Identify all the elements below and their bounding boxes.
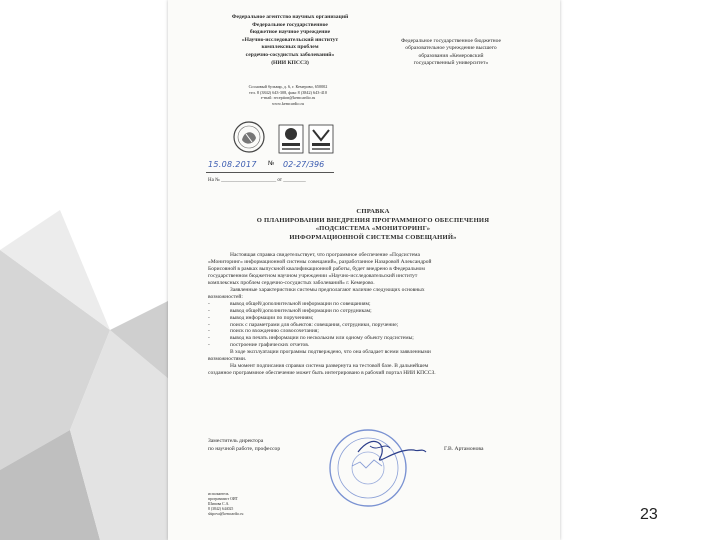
executor-line: программист ОИТ (208, 497, 238, 501)
position-line: по научной работе, профессор (208, 445, 281, 452)
list-item: - вывод информации по поручениям; (208, 314, 314, 321)
official-stamp-icon (318, 422, 428, 512)
title-line: «ПОДСИСТЕМА «МОНИТОРИНГ» (315, 225, 431, 233)
title-line: ИНФОРМАЦИОННОЙ СИСТЕМЫ СОВЕЩАНИЙ» (289, 233, 457, 241)
org-left-line: бюджетное научное учреждение (249, 29, 331, 36)
org-right-line: образовательное учреждение высшего (405, 45, 497, 52)
body-line: государственном бюджетном научном учреждении «Научно-исследовательский институт (208, 272, 418, 279)
body-line: «Мониторинг» информационной системы совещаний», разработанное Назаровой Александрой (208, 258, 432, 265)
contact-line: e-mail: reception@kemcardio.ru (260, 95, 316, 101)
list-item-text: вывод информации по поручениям; (230, 314, 314, 321)
list-item-text: построение графических отчетов. (230, 342, 310, 349)
body-line: созданное программное обеспечение может быть интегрировано в рабочий портал НИИ КПССЗ. (208, 370, 436, 377)
org-left-line: сердечно-сосудистых заболеваний» (245, 51, 335, 58)
org-left-header (200, 14, 380, 67)
org-left-line: «Научно-исследовательский институт (241, 36, 339, 43)
decorative-facets (0, 0, 170, 540)
body-line: возможностями. (208, 356, 247, 363)
document-body (208, 252, 538, 377)
org-right-line: Федеральное государственное бюджетное (400, 38, 502, 44)
body-line: Борисовной в рамках выпускной квалификационной работы, будет внедрено в Федеральном (208, 265, 425, 272)
ukas-certificate-icon (308, 124, 334, 154)
title-line: СПРАВКА (356, 208, 390, 215)
list-item: - вывод общей/дополнительной информации по совещаниям; (208, 300, 371, 307)
list-item-text: поиск с параметрами для объектов: совещания, сотрудники, поручение; (230, 321, 399, 328)
executor-line: shipova@kemcardio.ru (208, 512, 244, 516)
list-item: - вывод на печать информации по нескольким или одному объекту подсистемы; (208, 335, 414, 342)
features-list (208, 301, 538, 350)
body-line: Настоящая справка свидетельствует, что программное обеспечение «Подсистема (230, 252, 420, 258)
list-item: - поиск с параметрами для объектов: совещания, сотрудники, поручение; (208, 321, 399, 328)
org-contacts (223, 84, 353, 106)
executor-line: Шипова С.А. (208, 502, 230, 506)
org-left-line: Федеральное агентство научных организаций (231, 14, 349, 20)
executor-line: исполнитель (208, 492, 229, 496)
signatory-name: Г.В. Артамонова (444, 446, 484, 452)
list-item-text: поиск по вхождению словосочетания; (230, 328, 319, 335)
org-left-line: Федеральное государственное (252, 21, 328, 28)
list-item: - поиск по вхождению словосочетания; (208, 328, 319, 335)
org-left-line: (НИИ КПССЗ) (271, 59, 309, 66)
list-item-text: вывод на печать информации по нескольким или одному объекту подсистемы; (230, 335, 414, 342)
contact-line: Сосновый бульвар, д. 6, г. Кемерово, 650002 (248, 84, 328, 89)
date-underline (206, 172, 334, 173)
handwritten-number: 02-27/396 (283, 160, 325, 169)
facet-shapes (0, 0, 170, 540)
handwritten-date: 15.08.2017 (208, 160, 257, 169)
number-label: № (268, 160, 275, 167)
body-line: В ходе эксплуатации программы подтверждено, что она обладает всеми заявленными (230, 349, 431, 356)
reference-line: На № ______________________ от _________ (208, 178, 306, 183)
list-item: - вывод общей/дополнительной информации по сотрудникам; (208, 307, 372, 314)
iso-certificate-icon (278, 124, 304, 154)
org-left-line: комплексных проблем (261, 44, 319, 51)
position-line: Заместитель директора (208, 438, 264, 444)
body-line: Заявленные характеристики системы предполагают наличие следующих основных (230, 286, 425, 293)
document-title (208, 208, 538, 242)
contact-line: www.kemcardio.ru (271, 100, 305, 106)
list-item-text: вывод общей/дополнительной информации по совещаниям; (230, 300, 371, 307)
title-line: О ПЛАНИРОВАНИИ ВНЕДРЕНИЯ ПРОГРАММНОГО ОБЕСПЕЧЕНИЯ (256, 216, 490, 224)
org-right-header (366, 38, 536, 68)
list-item-text: вывод общей/дополнительной информации по сотрудникам; (230, 307, 372, 314)
executor-line: 8 (3842) 644025 (208, 507, 234, 511)
contact-line: тел. 8 (3842) 643-308, факс 8 (3842) 643-410 (249, 89, 327, 95)
institute-logo-icon (232, 120, 266, 154)
org-right-line: государственный университет» (413, 60, 489, 67)
org-right-line: образования «Кемеровский (418, 52, 484, 59)
document-page (168, 0, 560, 540)
list-item: - построение графических отчетов. (208, 342, 310, 349)
executor-info (208, 492, 298, 517)
slide-number: 23 (640, 506, 658, 523)
signatory-position (208, 438, 328, 453)
body-line: комплексных проблем сердечно-сосудистых заболеваний» г. Кемерово. (208, 279, 375, 286)
body-line: возможностей: (208, 293, 243, 300)
body-line: На момент подписания справки система развернута на тестовой базе. В дальнейшем (230, 363, 429, 370)
